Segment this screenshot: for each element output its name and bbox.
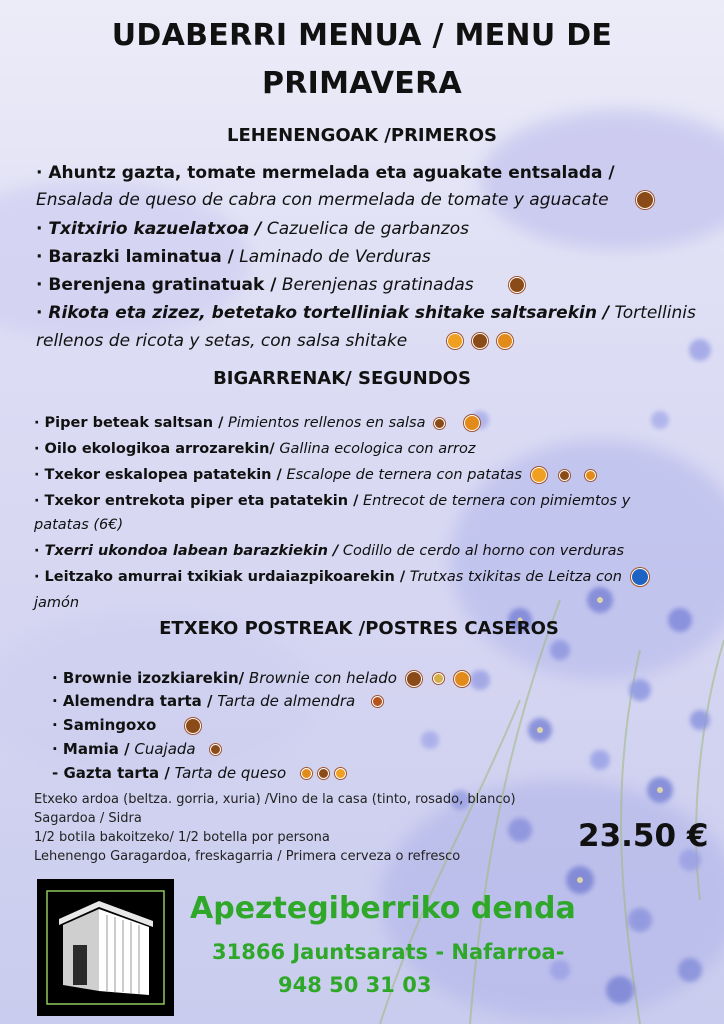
first-course-5-cont: rellenos de ricota y setas, con salsa shitake: [36, 328, 513, 355]
nut-allergen-icon: [372, 696, 383, 707]
second-course-2: · Oilo ekologikoa arrozarekin/ Gallina ecologica con arroz: [34, 441, 476, 457]
first-course-1-eu: · Ahuntz gazta, tomate mermelada eta aguakate entsalada /: [36, 163, 615, 183]
shop-logo: [37, 879, 174, 1016]
section-heading-first: LEHENENGOAK /PRIMEROS: [227, 125, 497, 146]
second-course-1: · Piper beteak saltsan / Pimientos rellenos en salsa: [34, 410, 480, 437]
shop-name: Apeztegiberriko denda: [190, 891, 576, 926]
egg-allergen-icon: [406, 671, 422, 687]
first-course-2: · Txitxirio kazuelatxoa / Cazuelica de garbanzos: [36, 219, 469, 239]
egg-allergen-icon: [318, 768, 329, 779]
gluten-allergen-icon: [464, 415, 480, 431]
dessert-1: · Brownie izozkiarekin/ Brownie con helado: [52, 665, 470, 691]
second-course-5: · Txerri ukondoa labean barazkiekin / Codillo de cerdo al horno con verduras: [34, 543, 625, 559]
drinks-line-4: Lehenengo Garagardoa, freskagarria / Primera cerveza o refresco: [34, 849, 461, 864]
gluten-allergen-icon: [454, 671, 470, 687]
fish-allergen-icon: [631, 568, 649, 586]
section-heading-dessert: ETXEKO POSTREAK /POSTRES CASEROS: [159, 618, 559, 639]
section-heading-second: BIGARRENAK/ SEGUNDOS: [213, 368, 471, 389]
egg-allergen-icon: [509, 277, 525, 293]
second-course-4: · Txekor entrekota piper eta patatekin / Entrecot de ternera con pimiemtos y: [34, 493, 631, 509]
second-course-4-cont: patatas (6€): [34, 517, 124, 533]
second-course-6-cont: jamón: [34, 595, 80, 611]
menu-title-line2: PRIMAVERA: [261, 66, 462, 101]
egg-allergen-icon: [210, 744, 221, 755]
egg-allergen-icon: [472, 333, 488, 349]
first-course-5: · Rikota eta zizez, betetako tortelliniak shitake saltsarekin / Tortellinis: [36, 303, 696, 323]
sesame-allergen-icon: [433, 673, 444, 684]
first-course-3: · Barazki laminatua / Laminado de Verduras: [36, 247, 431, 267]
egg-allergen-icon: [434, 418, 445, 429]
house-logo-icon: [37, 879, 174, 1016]
drinks-line-3: 1/2 botila bakoitzeko/ 1/2 botella por persona: [34, 830, 330, 845]
milk-allergen-icon: [531, 467, 547, 483]
second-course-6: · Leitzako amurrai txikiak urdaiazpikoarekin / Trutxas txikitas de Leitza con: [34, 564, 649, 591]
egg-allergen-icon: [185, 718, 201, 734]
drinks-line-2: Sagardoa / Sidra: [34, 811, 142, 826]
menu-price: 23.50 €: [578, 818, 709, 854]
second-course-3: · Txekor eskalopea patatekin / Escalope de ternera con patatas: [34, 462, 596, 489]
milk-allergen-icon: [335, 768, 346, 779]
drinks-line-1: Etxeko ardoa (beltza. gorria, xuria) /Vino de la casa (tinto, rosado, blanco): [34, 792, 516, 807]
gluten-allergen-icon: [585, 470, 596, 481]
first-course-1-es: Ensalada de queso de cabra con mermelada de tomate y aguacate: [36, 187, 654, 214]
dessert-3: · Samingoxo: [52, 712, 201, 738]
dessert-2: · Alemendra tarta / Tarta de almendra: [52, 688, 383, 714]
milk-allergen-icon: [447, 333, 463, 349]
dessert-4: · Mamia / Cuajada: [52, 736, 221, 762]
shop-phone: 948 50 31 03: [278, 973, 432, 997]
menu-title-line1: UDABERRI MENUA / MENU DE: [111, 18, 613, 53]
egg-allergen-icon: [636, 191, 654, 209]
gluten-allergen-icon: [497, 333, 513, 349]
dessert-5: - Gazta tarta / Tarta de queso: [52, 760, 346, 786]
shop-address: 31866 Jauntsarats - Nafarroa-: [212, 940, 565, 964]
gluten-allergen-icon: [301, 768, 312, 779]
egg-allergen-icon: [559, 470, 570, 481]
first-course-4: · Berenjena gratinatuak / Berenjenas gratinadas: [36, 272, 525, 299]
